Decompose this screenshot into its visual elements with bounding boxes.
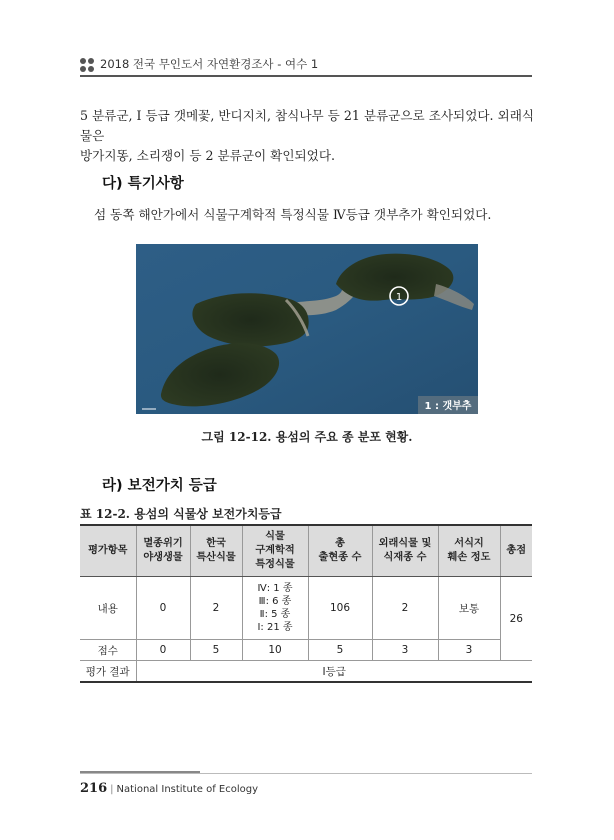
special-note: 섬 동쪽 해안가에서 식물구계학적 특정식물 Ⅳ등급 갯부추가 확인되었다.: [94, 207, 492, 222]
cell-content-total-species: 106: [308, 577, 372, 640]
page-number: 216: [80, 781, 108, 796]
table-row-score: [80, 640, 532, 661]
cell-score-endangered: 0: [136, 640, 190, 661]
cell-content-floristic: Ⅳ: 1 종 Ⅲ: 6 종 Ⅱ: 5 종 Ⅰ: 21 종: [242, 577, 308, 640]
paragraph-line-1: 5 분류군, I 등급 갯메꽃, 반디지치, 참식나무 등 21 분류군으로 조사되었다. 외래식물은: [80, 108, 535, 143]
header-floristic: 식물 구계학적 특정식물: [242, 525, 308, 577]
table-row-content: [80, 577, 532, 640]
header-rule: [80, 75, 532, 77]
header-endangered: 멸종위기 야생생물: [136, 525, 190, 577]
header-total-species: 총 출현종 수: [308, 525, 372, 577]
footer-org: National Institute of Ecology: [116, 784, 258, 795]
header-title: 2018 전국 무인도서 자연환경조사 - 여수 1: [100, 57, 319, 71]
table-title: 표 12-2. 용섬의 식물상 보전가치등급: [80, 507, 282, 521]
cell-content-endangered: 0: [136, 577, 190, 640]
cell-result-label: 평가 결과: [80, 661, 136, 683]
header-dots-icon: [80, 58, 94, 72]
page-header: [80, 54, 532, 76]
conservation-value-table: [80, 524, 532, 683]
paragraph-line-2: 방가지똥, 소리쟁이 등 2 분류군이 확인되었다.: [80, 148, 336, 163]
section-c-heading: 다) 특기사항: [102, 176, 184, 192]
cell-result-value: Ⅰ등급: [136, 661, 532, 683]
cell-content-label: 내용: [80, 577, 136, 640]
page-footer: [80, 781, 258, 796]
table-header-row: [80, 525, 532, 577]
table-row-result: [80, 661, 532, 683]
section-d-heading: 라) 보전가치 등급: [102, 478, 217, 494]
legend-text: 1 : 갯부추: [424, 401, 472, 412]
species-marker-label: 1: [395, 292, 403, 303]
cell-total-score: 26: [500, 577, 532, 661]
cell-score-alien: 3: [372, 640, 438, 661]
cell-score-endemic: 5: [190, 640, 242, 661]
header-total-score: 총점: [500, 525, 532, 577]
cell-content-habitat: 보통: [438, 577, 500, 640]
cell-score-floristic: 10: [242, 640, 308, 661]
header-alien: 외래식물 및 식재종 수: [372, 525, 438, 577]
header-eval-item: 평가항목: [80, 525, 136, 577]
header-habitat: 서식지 훼손 정도: [438, 525, 500, 577]
cell-score-habitat: 3: [438, 640, 500, 661]
figure-caption: 그림 12-12. 용섬의 주요 종 분포 현황.: [201, 430, 413, 444]
footer-rule: [80, 773, 532, 774]
header-endemic: 한국 특산식물: [190, 525, 242, 577]
cell-score-label: 점수: [80, 640, 136, 661]
cell-content-alien: 2: [372, 577, 438, 640]
footer-separator: |: [110, 784, 114, 795]
cell-score-total-species: 5: [308, 640, 372, 661]
satellite-image: [136, 244, 478, 414]
cell-content-endemic: 2: [190, 577, 242, 640]
island-satellite-photo: [136, 244, 478, 414]
body-paragraph: [80, 106, 536, 166]
